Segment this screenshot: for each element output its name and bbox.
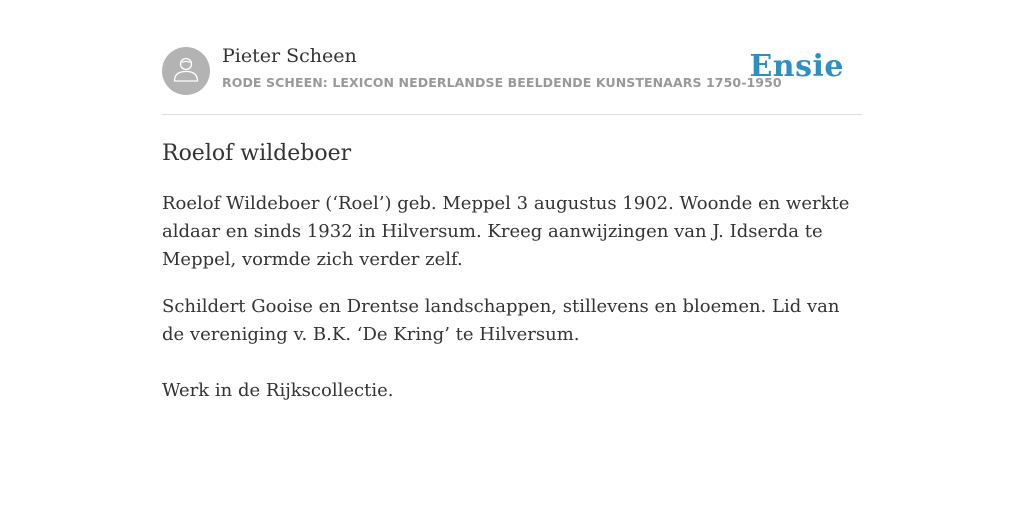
article-body: [162, 190, 862, 405]
paragraph: Roelof Wildeboer (‘Roel’) geb. Meppel 3 augustus 1902. Woonde en werkte aldaar en sinds 1932 in Hilversum. Kreeg aanwijzingen van J. Idserda te Meppel, vormde zich verder zelf.: [162, 193, 850, 270]
paragraph: Schildert Gooise en Drentse landschappen, stillevens en bloemen. Lid van de vereniging v. B.K. ‘De Kring’ te Hilversum.: [162, 296, 840, 345]
source-title[interactable]: RODE SCHEEN: LEXICON NEDERLANDSE BEELDENDE KUNSTENAARS 1750-1950: [222, 75, 782, 90]
avatar: [162, 47, 210, 95]
brand-logo[interactable]: Ensie: [749, 49, 844, 84]
author-name[interactable]: Pieter Scheen: [222, 45, 357, 67]
paragraph: Werk in de Rijkscollectie.: [162, 380, 394, 401]
article-header: [162, 44, 862, 115]
article-title: Roelof wildeboer: [162, 141, 352, 166]
user-icon: [171, 54, 201, 89]
article-card: [162, 44, 862, 405]
